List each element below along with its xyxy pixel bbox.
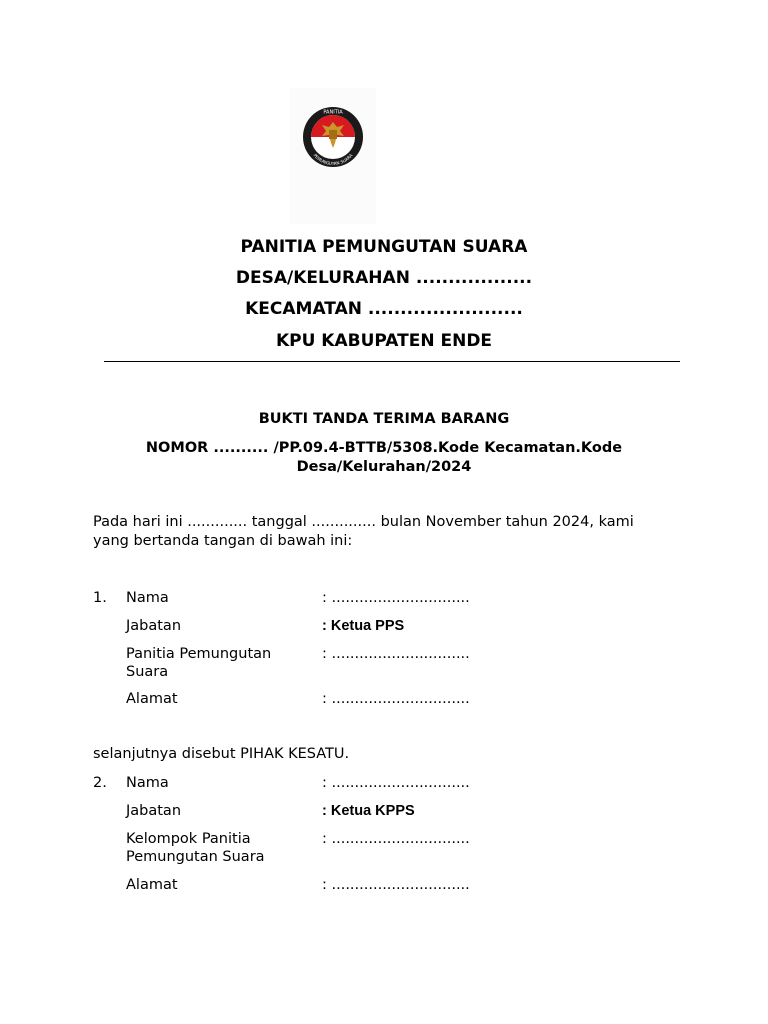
logo [290, 88, 376, 224]
party1-note: selanjutnya disebut PIHAK KESATU. [93, 746, 350, 762]
header-line-3: KECAMATAN ........................ [245, 299, 523, 319]
party2-label-jabatan: Jabatan [126, 803, 182, 819]
kpu-panitia-pemungutan-suara-logo-icon [302, 106, 364, 168]
party1-number: 1. [93, 590, 107, 606]
intro-paragraph: Pada hari ini ............. tanggal .............. bulan November tahun 2024, kami yang bertanda tangan di bawah ini: [93, 514, 634, 549]
header-divider [104, 361, 680, 362]
party2-value-kpps: : .............................. [322, 831, 470, 847]
document-number [0, 439, 768, 477]
logo-text-bottom: PEMUNGUTAN SUARA [312, 152, 354, 167]
party2-value-jabatan: : Ketua KPPS [322, 803, 415, 819]
document-title: BUKTI TANDA TERIMA BARANG [258, 411, 510, 427]
party1-value-alamat: : .............................. [322, 691, 470, 707]
party2-value-alamat: : .............................. [322, 877, 470, 893]
header-line-1: PANITIA PEMUNGUTAN SUARA [240, 237, 528, 257]
party2-value-nama: : .............................. [322, 775, 470, 791]
party1-label-alamat: Alamat [126, 691, 178, 707]
party2-label-kpps: Kelompok Panitia Pemungutan Suara [126, 831, 265, 865]
party1-value-jabatan: : Ketua PPS [322, 618, 405, 634]
header-line-4: KPU KABUPATEN ENDE [275, 331, 493, 351]
party2-number: 2. [93, 775, 107, 791]
party1-label-pps: Panitia Pemungutan Suara [126, 646, 272, 680]
party2-label-alamat: Alamat [126, 877, 178, 893]
party1-label-jabatan: Jabatan [126, 618, 182, 634]
document-number-text: NOMOR .......... /PP.09.4-BTTB/5308.Kode Kecamatan.Kode Desa/Kelurahan/2024 [145, 440, 623, 475]
party2-label-nama: Nama [126, 775, 169, 791]
party1-value-nama: : .............................. [322, 590, 470, 606]
party1-value-pps: : .............................. [322, 646, 470, 662]
header-line-2: DESA/KELURAHAN .................. [235, 268, 533, 288]
logo-text-top: PANITIA [323, 109, 343, 116]
party1-label-nama: Nama [126, 590, 169, 606]
